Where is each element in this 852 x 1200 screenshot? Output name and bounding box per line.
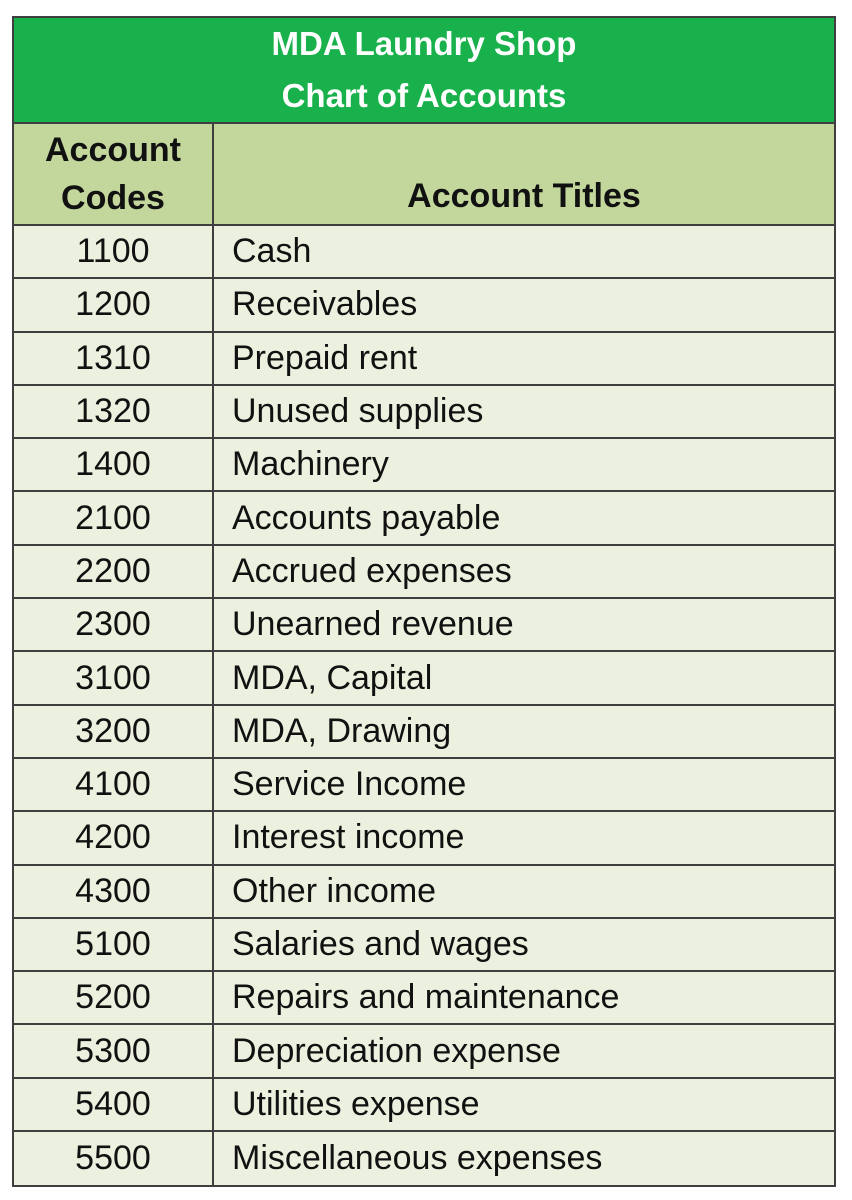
chart-of-accounts-table	[12, 16, 836, 1187]
account-code-cell: 2300	[14, 599, 214, 650]
table-title	[14, 18, 834, 124]
account-code-cell: 5200	[14, 972, 214, 1023]
account-code-cell: 4200	[14, 812, 214, 863]
account-code-cell: 1100	[14, 226, 214, 277]
account-title-cell: Cash	[232, 232, 312, 271]
account-title-cell: Accounts payable	[232, 498, 501, 537]
table-row	[14, 439, 834, 492]
account-code-cell: 1200	[14, 279, 214, 330]
table-row	[14, 1079, 834, 1132]
account-title-cell: Salaries and wages	[232, 925, 529, 963]
account-codes-header-line2: Codes	[61, 179, 165, 217]
account-title-cell: Unearned revenue	[232, 605, 514, 644]
table-row	[14, 866, 834, 919]
table-row	[14, 333, 834, 386]
account-title-cell: MDA, Drawing	[232, 711, 452, 750]
account-title-cell: Receivables	[232, 285, 418, 324]
account-codes-header	[14, 124, 214, 224]
account-title-cell: MDA, Capital	[232, 658, 433, 697]
account-code-cell: 5500	[14, 1132, 214, 1185]
table-row	[14, 1132, 834, 1185]
account-code-cell: 4100	[14, 759, 214, 810]
account-code-cell: 2100	[14, 492, 214, 543]
account-title-cell: Accrued expenses	[232, 551, 512, 590]
table-subtitle: Chart of Accounts	[281, 77, 567, 114]
account-title-cell: Machinery	[232, 445, 389, 484]
account-code-cell: 1320	[14, 386, 214, 437]
account-title-cell: Prepaid rent	[232, 338, 418, 377]
table-row	[14, 386, 834, 439]
table-row	[14, 599, 834, 652]
shop-name: MDA Laundry Shop	[271, 25, 577, 62]
account-title-cell: Utilities expense	[232, 1084, 480, 1123]
account-code-cell: 1310	[14, 333, 214, 384]
column-header-row	[14, 124, 834, 226]
account-titles-header-label: Account Titles	[407, 177, 641, 215]
account-titles-header	[214, 124, 834, 224]
account-title-cell: Miscellaneous expenses	[232, 1139, 603, 1178]
account-title-cell: Interest income	[232, 818, 465, 857]
table-row	[14, 919, 834, 972]
account-title-cell: Unused supplies	[232, 392, 484, 431]
account-codes-header-line1: Account	[45, 131, 181, 169]
table-row	[14, 972, 834, 1025]
account-code-cell: 3200	[14, 706, 214, 757]
table-row	[14, 279, 834, 332]
table-row	[14, 546, 834, 599]
account-title-cell: Depreciation expense	[232, 1031, 561, 1070]
account-title-cell: Other income	[232, 871, 437, 910]
account-code-cell: 1400	[14, 439, 214, 490]
account-code-cell: 4300	[14, 866, 214, 917]
table-row	[14, 652, 834, 705]
table-row	[14, 812, 834, 865]
table-row	[14, 492, 834, 545]
table-row	[14, 759, 834, 812]
account-title-cell: Service Income	[232, 765, 467, 804]
account-code-cell: 2200	[14, 546, 214, 597]
table-body	[14, 226, 834, 1185]
account-code-cell: 5400	[14, 1079, 214, 1130]
table-row	[14, 1025, 834, 1078]
account-code-cell: 5100	[14, 919, 214, 970]
account-title-cell: Repairs and maintenance	[232, 978, 620, 1017]
account-code-cell: 3100	[14, 652, 214, 703]
table-row	[14, 706, 834, 759]
table-row	[14, 226, 834, 279]
account-code-cell: 5300	[14, 1025, 214, 1076]
